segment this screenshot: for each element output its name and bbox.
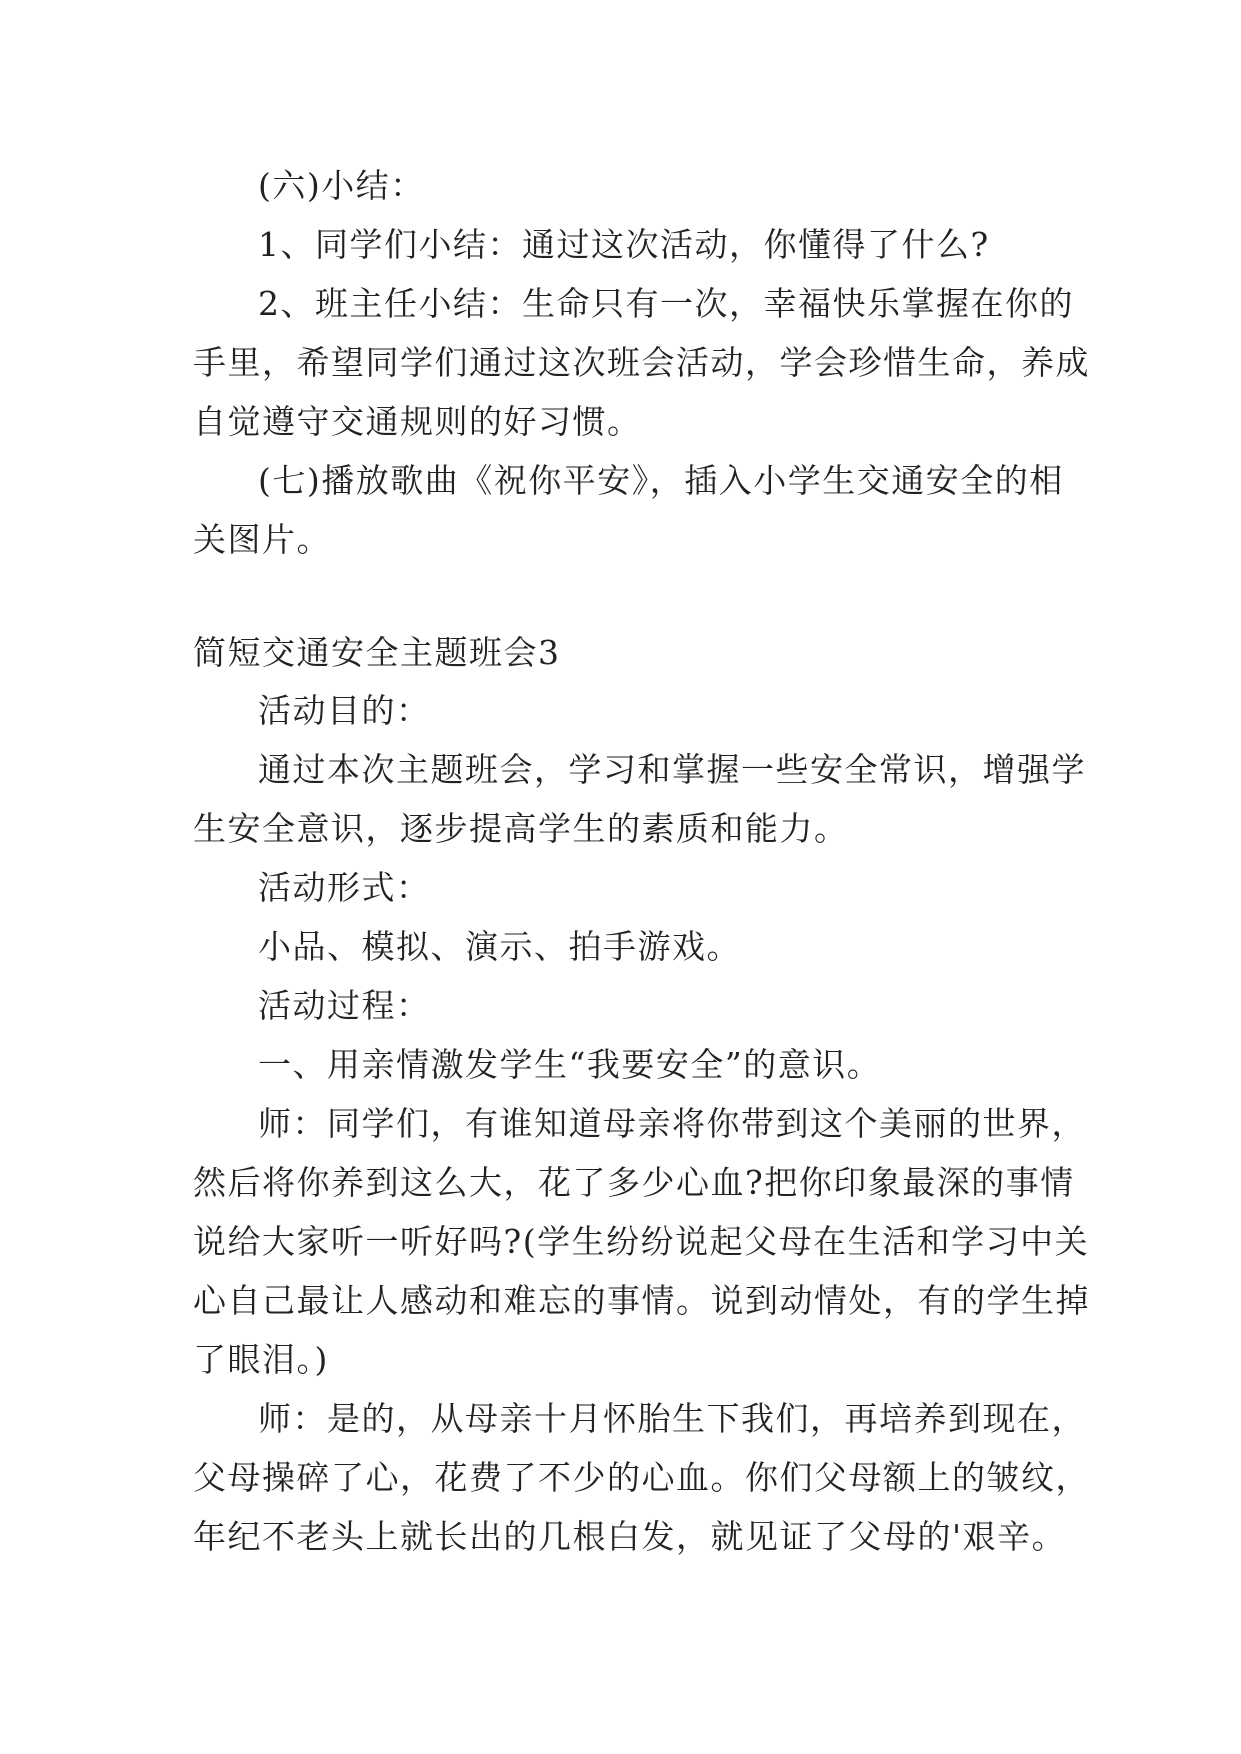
- paragraph-line: [0, 750, 1241, 790]
- section-summary-heading: [0, 166, 1241, 206]
- paragraph-line: [0, 1045, 1241, 1085]
- section-title-text: 简短交通安全主题班会3: [193, 633, 561, 672]
- text-line: 活动形式：: [258, 868, 431, 907]
- paragraph-line: [0, 1281, 1241, 1321]
- text-line: 通过本次主题班会，学习和掌握一些安全常识，增强学: [258, 750, 1086, 789]
- text-line: 师：是的，从母亲十月怀胎生下我们，再培养到现在，: [258, 1399, 1086, 1438]
- paragraph-line: [0, 1340, 1241, 1380]
- text-line: 活动过程：: [258, 986, 431, 1025]
- text-line: 父母操碎了心，花费了不少的心血。你们父母额上的皱纹，: [193, 1458, 1090, 1497]
- text-line: 师：同学们，有谁知道母亲将你带到这个美丽的世界，: [258, 1104, 1086, 1143]
- subheading: [0, 986, 1241, 1026]
- text-line: (六)小结：: [258, 166, 425, 205]
- section-title: [0, 633, 1241, 673]
- subheading: [0, 691, 1241, 731]
- paragraph-line: [0, 1399, 1241, 1439]
- text-line: 心自己最让人感动和难忘的事情。说到动情处，有的学生掉: [193, 1281, 1090, 1320]
- text-line: 活动目的：: [258, 691, 431, 730]
- text-line: (七)播放歌曲《祝你平安》，插入小学生交通安全的相: [258, 461, 1064, 500]
- subheading: [0, 868, 1241, 908]
- text-line: 说给大家听一听好吗?(学生纷纷说起父母在生活和学习中关: [193, 1222, 1090, 1261]
- paragraph-line: [0, 225, 1241, 265]
- paragraph-line: [0, 343, 1241, 383]
- paragraph-line: [0, 520, 1241, 560]
- text-line: 了眼泪。): [193, 1340, 329, 1379]
- paragraph-line: [0, 1458, 1241, 1498]
- paragraph-line: [0, 461, 1241, 501]
- text-line: 关图片。: [193, 520, 331, 559]
- text-line: 1、同学们小结：通过这次活动，你懂得了什么?: [258, 225, 990, 264]
- paragraph-line: [0, 1163, 1241, 1203]
- text-line: 自觉遵守交通规则的好习惯。: [193, 402, 642, 441]
- text-line: 然后将你养到这么大，花了多少心血?把你印象最深的事情: [193, 1163, 1075, 1202]
- text-line: 年纪不老头上就长出的几根白发，就见证了父母的'艰辛。: [193, 1517, 1067, 1556]
- text-line: 2、班主任小结：生命只有一次，幸福快乐掌握在你的: [258, 284, 1074, 323]
- paragraph-line: [0, 1104, 1241, 1144]
- text-line: 小品、模拟、演示、拍手游戏。: [258, 927, 741, 966]
- paragraph-line: [0, 284, 1241, 324]
- text-line: 一、用亲情激发学生“我要安全”的意识。: [258, 1045, 882, 1084]
- text-line: 手里，希望同学们通过这次班会活动，学会珍惜生命，养成: [193, 343, 1090, 382]
- paragraph-line: [0, 809, 1241, 849]
- paragraph-line: [0, 1222, 1241, 1262]
- paragraph-line: [0, 927, 1241, 967]
- text-line: 生安全意识，逐步提高学生的素质和能力。: [193, 809, 849, 848]
- paragraph-line: [0, 402, 1241, 442]
- paragraph-line: [0, 1517, 1241, 1557]
